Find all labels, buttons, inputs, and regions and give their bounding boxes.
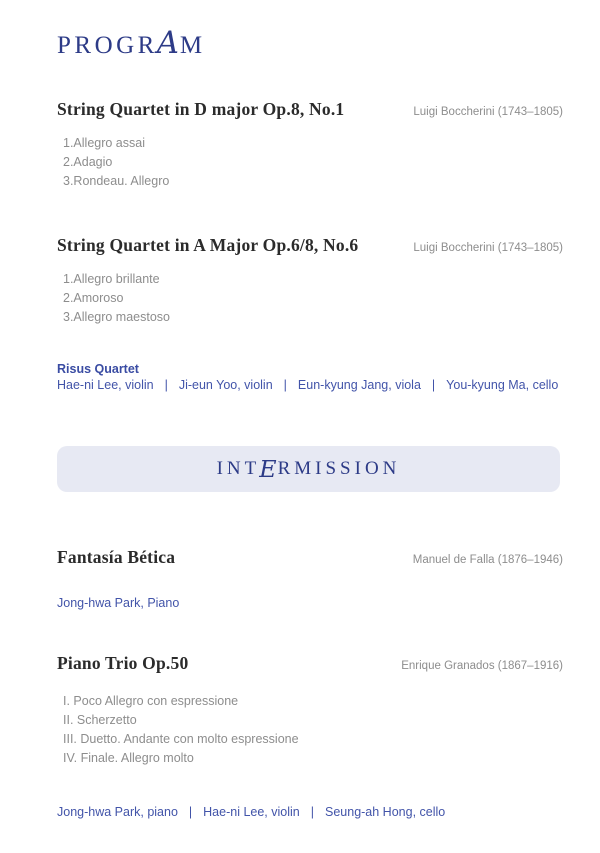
movement-item: I. Poco Allegro con espressione — [63, 694, 239, 708]
piece-1-movements — [63, 134, 169, 191]
final-performers — [57, 805, 445, 819]
performer: Hae-ni Lee, violin — [57, 378, 154, 392]
page-title-post: M — [179, 32, 206, 59]
movement-item: II. Scherzetto — [63, 713, 137, 727]
piece-1-header — [57, 99, 563, 120]
piece-3-composer: Manuel de Falla (1876–1946) — [412, 554, 563, 566]
page-title-pre: PROGR — [57, 32, 158, 59]
script-letter-e: E — [259, 455, 277, 483]
piece-4-movements — [63, 692, 299, 768]
intermission-pre: INT — [216, 458, 261, 479]
separator: | — [164, 378, 168, 392]
performer: Ji-eun Yoo, violin — [178, 378, 273, 392]
performer: Seung-ah Hong, cello — [325, 805, 446, 819]
ensemble-name: Risus Quartet — [57, 362, 139, 376]
performer: You-kyung Ma, cello — [446, 378, 559, 392]
script-letter-a: A — [156, 26, 179, 61]
piece-4-composer: Enrique Granados (1867–1916) — [401, 660, 563, 672]
piece-2-title: String Quartet in A Major Op.6/8, No.6 — [57, 235, 359, 255]
piece-1-composer: Luigi Boccherini (1743–1805) — [413, 106, 563, 118]
piece-2-movements — [63, 270, 170, 327]
performer: Hae-ni Lee, violin — [203, 805, 300, 819]
piece-3-performer: Jong-hwa Park, Piano — [57, 596, 180, 610]
page-title — [57, 26, 206, 61]
intermission-banner — [57, 446, 560, 492]
movement-item: 1.Allegro brillante — [63, 272, 160, 286]
separator: | — [310, 805, 314, 819]
movement-item: 2.Adagio — [63, 155, 113, 169]
movement-item: 2.Amoroso — [63, 291, 124, 305]
piece-1-title: String Quartet in D major Op.8, No.1 — [57, 99, 345, 119]
performer: Jong-hwa Park, piano — [57, 805, 178, 819]
piece-3-header — [57, 547, 563, 568]
separator: | — [283, 378, 287, 392]
performer: Eun-kyung Jang, viola — [297, 378, 421, 392]
separator: | — [188, 805, 193, 819]
movement-item: IV. Finale. Allegro molto — [63, 751, 194, 765]
piece-3-title: Fantasía Bética — [57, 547, 176, 567]
intermission-post: RMISSION — [277, 458, 401, 479]
movement-item: 3.Rondeau. Allegro — [63, 174, 170, 188]
ensemble-performers — [57, 378, 558, 392]
piece-2-composer: Luigi Boccherini (1743–1805) — [413, 242, 563, 254]
movement-item: 3.Allegro maestoso — [63, 310, 171, 324]
separator: | — [431, 378, 436, 392]
piece-4-title: Piano Trio Op.50 — [57, 653, 189, 673]
piece-4-header — [57, 653, 563, 674]
piece-2-header — [57, 235, 563, 256]
movement-item: 1.Allegro assai — [63, 136, 145, 150]
movement-item: III. Duetto. Andante con molto espressione — [63, 732, 299, 746]
